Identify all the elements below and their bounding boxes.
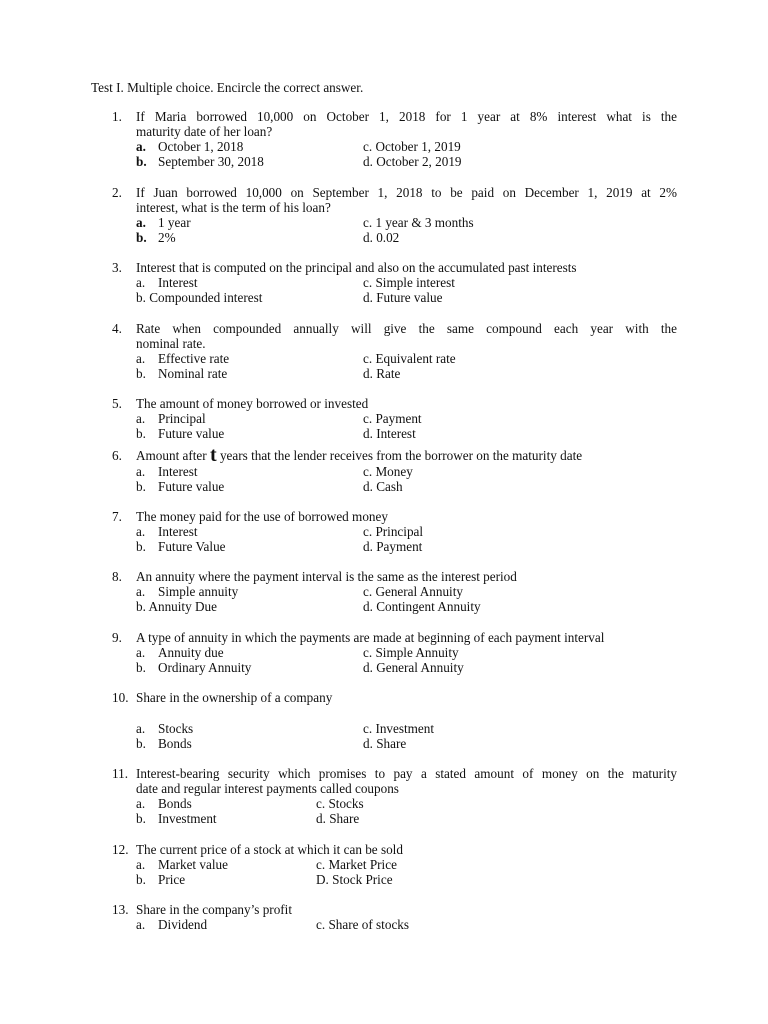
option-text: Price	[158, 872, 186, 887]
question-line: Rate when compounded annually will give the same compound each year with the	[136, 321, 677, 336]
option-c[interactable]: c. October 1, 2019	[363, 139, 461, 154]
option-a[interactable]	[136, 411, 206, 426]
question-text-part: Amount after	[136, 448, 210, 463]
option-label: b.	[136, 479, 146, 494]
option-d[interactable]: d. General Annuity	[363, 660, 464, 675]
option-label: a.	[136, 917, 146, 932]
option-text: Dividend	[158, 917, 208, 932]
question-text	[136, 690, 677, 705]
option-d[interactable]: d. October 2, 2019	[363, 154, 462, 169]
option-label: a.	[136, 857, 146, 872]
question-text	[136, 569, 677, 584]
option-b[interactable]	[136, 230, 176, 245]
option-text: Effective rate	[158, 351, 230, 366]
option-label: b.	[136, 366, 146, 381]
option-label: b.	[136, 872, 146, 887]
option-b[interactable]	[136, 736, 192, 751]
option-text: Ordinary Annuity	[158, 660, 252, 675]
option-text: Nominal rate	[158, 366, 228, 381]
option-d[interactable]: d. Interest	[363, 426, 416, 441]
question-number: 9.	[112, 630, 122, 645]
option-label: a.	[136, 351, 146, 366]
test-instructions: Test I. Multiple choice. Encircle the correct answer.	[91, 80, 364, 95]
option-c[interactable]: c. Stocks	[316, 796, 364, 811]
option-c[interactable]: c. Payment	[363, 411, 422, 426]
question-text	[136, 185, 677, 215]
option-label: b.	[136, 230, 147, 245]
option-a[interactable]	[136, 796, 192, 811]
question-number: 2.	[112, 185, 122, 200]
option-text: Market value	[158, 857, 228, 872]
question-text	[136, 321, 677, 351]
option-text: Principal	[158, 411, 206, 426]
option-b[interactable]	[136, 872, 185, 887]
question-text	[136, 766, 677, 796]
option-b[interactable]	[136, 479, 224, 494]
option-label: a.	[136, 464, 146, 479]
question-number: 11.	[112, 766, 128, 781]
option-text: Interest	[158, 464, 198, 479]
option-d[interactable]: d. Share	[316, 811, 360, 826]
option-b[interactable]	[136, 154, 264, 169]
option-c[interactable]: c. Share of stocks	[316, 917, 410, 932]
question-line: An annuity where the payment interval is the same as the interest period	[136, 569, 517, 584]
option-label: b.	[136, 426, 146, 441]
option-d[interactable]: d. 0.02	[363, 230, 400, 245]
question-text	[136, 842, 677, 857]
question-number: 12.	[112, 842, 129, 857]
option-a[interactable]	[136, 464, 198, 479]
option-c[interactable]: c. Equivalent rate	[363, 351, 456, 366]
option-a[interactable]	[136, 215, 191, 230]
option-text: Future value	[158, 479, 225, 494]
question-text	[136, 509, 677, 524]
option-b[interactable]	[136, 811, 217, 826]
question-text	[136, 444, 677, 466]
option-c[interactable]: c. General Annuity	[363, 584, 463, 599]
question-line: maturity date of her loan?	[136, 124, 273, 140]
option-label: a.	[136, 411, 146, 426]
option-b[interactable]	[136, 660, 251, 675]
option-label: a.	[136, 215, 146, 230]
question-number: 8.	[112, 569, 122, 584]
option-a[interactable]	[136, 917, 207, 932]
question-number: 5.	[112, 396, 122, 411]
question-line: interest, what is the term of his loan?	[136, 200, 331, 216]
option-text: 1 year	[158, 215, 191, 230]
option-d[interactable]: d. Payment	[363, 539, 423, 554]
option-b[interactable]	[136, 539, 226, 554]
question-text	[136, 902, 677, 917]
option-d[interactable]: D. Stock Price	[316, 872, 393, 887]
question-line: date and regular interest payments called coupons	[136, 781, 399, 797]
option-d[interactable]: d. Share	[363, 736, 407, 751]
option-c[interactable]: c. Principal	[363, 524, 424, 539]
option-a[interactable]	[136, 275, 198, 290]
option-d[interactable]: d. Contingent Annuity	[363, 599, 481, 614]
option-a[interactable]	[136, 721, 193, 736]
question-text	[136, 109, 677, 139]
question-text-part: years that the lender receives from the borrower on the maturity date	[216, 448, 583, 463]
option-text: Investment	[158, 811, 217, 826]
option-label: b.	[136, 154, 147, 169]
option-c[interactable]: c. Investment	[363, 721, 435, 736]
question-line: The money paid for the use of borrowed money	[136, 509, 388, 524]
option-c[interactable]: c. Simple Annuity	[363, 645, 459, 660]
option-label: a.	[136, 524, 146, 539]
option-label: a.	[136, 645, 146, 660]
option-b[interactable]	[136, 366, 227, 381]
option-d[interactable]: d. Cash	[363, 479, 403, 494]
question-line: Share in the company’s profit	[136, 902, 293, 917]
option-text: Future value	[158, 426, 225, 441]
option-text: October 1, 2018	[158, 139, 244, 154]
option-label: a.	[136, 584, 146, 599]
option-label: a.	[136, 139, 146, 154]
option-a[interactable]	[136, 857, 228, 872]
question-number: 3.	[112, 260, 122, 275]
question-line: If Juan borrowed 10,000 on September 1, 2018 to be paid on December 1, 2019 at 2%	[136, 185, 677, 200]
option-a[interactable]	[136, 524, 198, 539]
option-text: Simple annuity	[158, 584, 239, 599]
option-text: Stocks	[158, 721, 194, 736]
option-a[interactable]	[136, 584, 238, 599]
question-line: The amount of money borrowed or invested	[136, 396, 369, 411]
question-line: If Maria borrowed 10,000 on October 1, 2018 for 1 year at 8% interest what is the	[136, 109, 677, 124]
question-text	[136, 630, 696, 645]
option-text: Future Value	[158, 539, 226, 554]
option-a[interactable]	[136, 139, 243, 154]
option-text: Interest	[158, 275, 198, 290]
option-text: Bonds	[158, 796, 192, 811]
question-line: The current price of a stock at which it can be sold	[136, 842, 403, 857]
option-a[interactable]	[136, 351, 229, 366]
option-text: 2%	[158, 230, 176, 245]
option-a[interactable]	[136, 645, 224, 660]
question-text	[136, 260, 677, 275]
option-d[interactable]: d. Rate	[363, 366, 401, 381]
option-label: a.	[136, 796, 146, 811]
option-label: b.	[136, 539, 146, 554]
option-label: a.	[136, 721, 146, 736]
variable-t: t	[209, 444, 217, 466]
option-text: Bonds	[158, 736, 192, 751]
option-label: b.	[136, 660, 146, 675]
question-number: 4.	[112, 321, 122, 336]
option-d[interactable]: d. Future value	[363, 290, 443, 305]
option-c[interactable]: c. Market Price	[316, 857, 397, 872]
question-line: A type of annuity in which the payments are made at beginning of each payment interval	[136, 630, 605, 645]
option-label: b.	[136, 811, 146, 826]
option-c[interactable]: c. Money	[363, 464, 413, 479]
option-text: Interest	[158, 524, 198, 539]
question-line: Share in the ownership of a company	[136, 690, 333, 705]
question-number: 6.	[112, 448, 122, 463]
question-line: nominal rate.	[136, 336, 206, 352]
question-number: 10.	[112, 690, 129, 705]
option-b[interactable]: b. Compounded interest	[136, 290, 263, 305]
option-text: September 30, 2018	[158, 154, 264, 169]
option-b[interactable]: b. Annuity Due	[136, 599, 217, 614]
question-line: Interest-bearing security which promises to pay a stated amount of money on the maturity	[136, 766, 677, 781]
option-c[interactable]: c. 1 year & 3 months	[363, 215, 474, 230]
option-label: b.	[136, 736, 146, 751]
question-number: 1.	[112, 109, 122, 124]
question-line: Interest that is computed on the principal and also on the accumulated past interests	[136, 260, 577, 275]
option-label: a.	[136, 275, 146, 290]
question-number: 13.	[112, 902, 129, 917]
option-text: Annuity due	[158, 645, 224, 660]
question-number: 7.	[112, 509, 122, 524]
option-c[interactable]: c. Simple interest	[363, 275, 455, 290]
question-text	[136, 396, 677, 411]
question-line	[136, 444, 677, 466]
option-b[interactable]	[136, 426, 224, 441]
